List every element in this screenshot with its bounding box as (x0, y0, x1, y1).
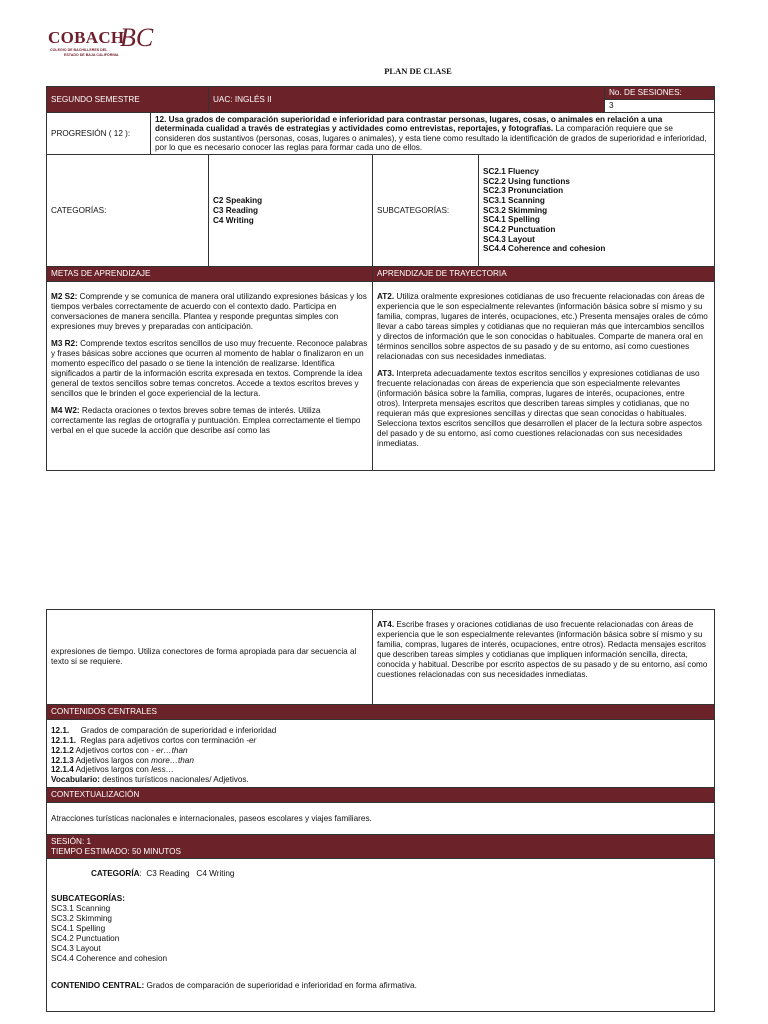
subcategoria-item: SC2.1 Fluency (483, 166, 539, 176)
metas-header-row (47, 267, 715, 282)
categorias-list (209, 155, 373, 267)
contenido-text: Adjetivos largos con (73, 765, 152, 775)
contexto-header: CONTEXTUALIZACIÓN (47, 788, 715, 803)
sesion-subcategoria-item: SC3.1 Scanning (51, 904, 111, 914)
progresion-text (151, 113, 715, 155)
logo-wordmark: COBACH (48, 28, 125, 47)
logo-monogram: BC (120, 23, 154, 52)
subcategoria-item: SC4.4 Coherence and cohesion (483, 244, 606, 254)
sesion-header-row (47, 835, 715, 859)
sesiones-value: 3 (605, 100, 714, 112)
at4-cell (373, 610, 715, 705)
contexto-row (47, 803, 715, 835)
meta-m3-text: Comprende textos escritos sencillos de uso muy frecuente. Reconoce palabras y frases básicas sobre acciones que ocurren al momento de hablar o finalizaron en un momento específico del pasado o se tiene la intención de realizarse. Identifica significados a partir de la información escrita expresada en textos. Comprende la idea general de textos sencillos sobre temas concretos. Accede a textos escritos breves y sencillos que le brinden el goce experiencial de la lectura. (51, 339, 368, 398)
categorias-row (47, 155, 715, 267)
progresion-row (47, 113, 715, 155)
meta-m3-label: M3 R2: (51, 339, 78, 348)
at3 (377, 369, 710, 449)
header-row (47, 87, 715, 113)
metas-row (47, 282, 715, 471)
cobach-logo (48, 23, 156, 60)
metas-header: METAS DE APRENDIZAJE (47, 267, 373, 282)
meta-m2-text: Comprende y se comunica de manera oral utilizando expresiones básicas y los tiempos verbales correctamente de acuerdo con el contexto dado. Participa en conversaciones de manera sencilla. Plantea y responde preguntas simples con expresiones muy breves y preparadas con anticipación. (51, 292, 367, 331)
sesion-contenido-text: Grados de comparación de superioridad e inferioridad en forma afirmativa. (144, 981, 417, 991)
contenido-text: Grados de comparación de superioridad e inferioridad (69, 726, 277, 735)
subcategorias-list (479, 155, 715, 267)
at4-text: Escribe frases y oraciones cotidianas de uso frecuente relacionadas con áreas de experiencia que le son especialmente relevantes (información básica sobre sí mismo y su familia, compras, lugares de interés, ocupaciones, entre otros). Redacta mensajes escritos que describen tareas simples y cotidianas que impliquen información sencilla, directa, conocida y habitual. Describe por escrito aspectos de su pasado y de su entorno, así como cuestiones relacionadas con sus necesidades inmediatas. (377, 620, 708, 679)
contenido-num: 12.1.4 (51, 765, 74, 775)
meta-m2-label: M2 S2: (51, 292, 78, 301)
meta-m4-label: M4 W2: (51, 406, 80, 415)
plan-table-page-2 (46, 609, 715, 1012)
contenidos-header-row (47, 705, 715, 720)
sesion-subcategoria-item: SC4.1 Spelling (51, 924, 106, 934)
contenido-text: Adjetivos cortos con (73, 745, 152, 755)
contenidos-header: CONTENIDOS CENTRALES (47, 705, 715, 720)
contenidos-cell (47, 720, 715, 788)
subcategoria-item: SC4.1 Spelling (483, 215, 540, 225)
sesion-categoria-text: : C3 Reading C4 Writing (139, 869, 235, 879)
at4-label: AT4. (377, 620, 395, 629)
at3-text: Interpreta adecuadamente textos escritos sencillos y expresiones cotidianas de uso frecuente relacionadas con áreas de experiencia que son especialmente relevantes (información básica sobre la familia, compras, lugares de interés, ocupaciones, entre otros). Interpreta mensajes escritos que describen tareas simples y cotidianas, que no requieran más que expresiones sencillas y directas que sean conocidas o habituales. Selecciona textos escritos sencillos que desarrollen el placer de la lectura sobre aspectos del pasado y de su entorno, así como cuestiones relacionadas con sus necesidades inmediatas. (377, 369, 702, 448)
subcategoria-item: SC2.2 Using functions (483, 176, 570, 186)
categoria-item: C4 Writing (213, 215, 254, 225)
meta-m3 (51, 339, 368, 399)
sesion-subcategoria-item: SC4.3 Layout (51, 944, 101, 954)
sesion-row (47, 859, 715, 1012)
vocabulario (51, 775, 710, 785)
contenido-em: less… (151, 765, 174, 775)
sesion-contenido (51, 981, 710, 991)
progresion-body: La comparación requiere que se consideren dos sustantivos (personas, cosas, lugares o animales), y esta tiene como resultado la identificación de grados de superioridad e inferioridad, por lo que es necesario conocer las reglas para formar cada uno de ellos. (155, 124, 707, 152)
contenido-item (51, 736, 710, 746)
sesiones-cell (605, 87, 715, 113)
sesion-subcategorias-label: SUBCATEGORÍAS: (51, 894, 125, 904)
continuation-row (47, 610, 715, 705)
plan-table-page-1 (46, 86, 715, 471)
contenido-em: more…than (151, 755, 194, 765)
contenido-item (51, 746, 710, 756)
progresion-bold: 12. Usa grados de comparación superioridad e inferioridad para contrastar personas, lugares, cosas, o animales en relación a una determinada cualidad a través de estrategias y actividades como entrevistas, reportajes, y fotografías. (155, 115, 663, 134)
meta-m2 (51, 292, 368, 332)
subcategoria-item: SC3.2 Skimming (483, 205, 548, 215)
at2 (377, 292, 710, 362)
trayectoria-cell (373, 282, 715, 471)
contenido-num: 12.1.1. (51, 735, 77, 745)
logo-line-1: COLEGIO DE BACHILLERES DEL (50, 48, 108, 52)
sesion-categoria-label: CATEGORÍA (91, 869, 140, 879)
meta-m4 (51, 406, 368, 436)
contenido-num: 12.1. (51, 726, 70, 735)
semestre-cell: SEGUNDO SEMESTRE (47, 87, 209, 113)
uac-cell: UAC: INGLÉS II (209, 87, 605, 113)
sesion-contenido-label: CONTENIDO CENTRAL: (51, 981, 145, 991)
sesion-header (47, 835, 715, 859)
at2-text: Utiliza oralmente expresiones cotidianas de uso frecuente relacionadas con áreas de experiencia que le son especialmente relevantes (información básica sobre sí mismo y su familia, compras, lugares de interés, ocupaciones, etc.) Presenta mensajes orales de cómo llevar a cabo tareas simples y cotidianas que no requieran más que intercambios sencillos y directos de información que le son conocidas o habituales. Comparte de manera oral en términos sencillos sobre aspectos de su pasado y de su entorno, así como cuestiones relacionadas con sus necesidades inmediatas. (377, 292, 708, 361)
contenidos-row (47, 720, 715, 788)
contenido-num: 12.1.3 (51, 755, 74, 765)
subcategoria-item: SC4.3 Layout (483, 234, 535, 244)
sesiones-label: No. DE SESIONES: (605, 87, 714, 100)
categoria-item: C3 Reading (213, 205, 259, 215)
metas-cell (47, 282, 373, 471)
vocabulario-text: destinos turísticos nacionales/ Adjetivos. (99, 775, 249, 785)
sesion-subcategoria-item: SC4.4 Coherence and cohesion (51, 954, 168, 964)
contenido-item (51, 726, 710, 736)
vocabulario-label: Vocabulario: (51, 775, 100, 785)
contenido-em: - er…than (151, 745, 188, 755)
sesion-subcategoria-item: SC4.2 Punctuation (51, 934, 120, 944)
contexto-text: Atracciones turísticas nacionales e internacionales, paseos escolares y viajes familiares. (47, 803, 715, 835)
subcategoria-item: SC3.1 Scanning (483, 195, 545, 205)
tiempo-estimado: TIEMPO ESTIMADO: 50 MINUTOS (51, 846, 181, 856)
subcategoria-item: SC2.3 Pronunciation (483, 186, 564, 196)
sesion-subcategoria-item: SC3.2 Skimming (51, 914, 112, 924)
contenido-item (51, 765, 710, 775)
subcategoria-item: SC4.2 Punctuation (483, 225, 556, 234)
subcategorias-label: SUBCATEGORÍAS: (373, 155, 479, 267)
contenido-item (51, 756, 710, 766)
categoria-item: C2 Speaking (213, 195, 263, 205)
contenido-num: 12.1.2 (51, 745, 74, 755)
contexto-header-row (47, 788, 715, 803)
sesion-cell (47, 859, 715, 1012)
at2-label: AT2. (377, 292, 395, 301)
at3-label: AT3. (377, 369, 395, 378)
document-title: PLAN DE CLASE (384, 66, 452, 76)
m4-continuation: expresiones de tiempo. Utiliza conectores de forma apropiada para dar secuencia al texto si se requiere. (47, 610, 373, 705)
contenido-text: Reglas para adjetivos cortos con terminación (76, 735, 247, 745)
progresion-label: PROGRESIÓN ( 12 ): (47, 113, 151, 155)
sesion-number: SESIÓN: 1 (51, 837, 92, 847)
contenido-em: -er (246, 735, 257, 745)
trayectoria-header: APRENDIZAJE DE TRAYECTORIA (373, 267, 715, 282)
meta-m4-text: Redacta oraciones o textos breves sobre temas de interés. Utiliza correctamente las reglas de ortografía y puntuación. Emplea correctamente el tiempo verbal en el que sucede la acción que describe así como las (51, 406, 361, 435)
logo-line-2: ESTADO DE BAJA CALIFORNIA (64, 53, 119, 57)
contenido-text: Adjetivos largos con (73, 755, 152, 765)
sesion-categoria (51, 869, 710, 879)
categorias-label: CATEGORÍAS: (47, 155, 209, 267)
